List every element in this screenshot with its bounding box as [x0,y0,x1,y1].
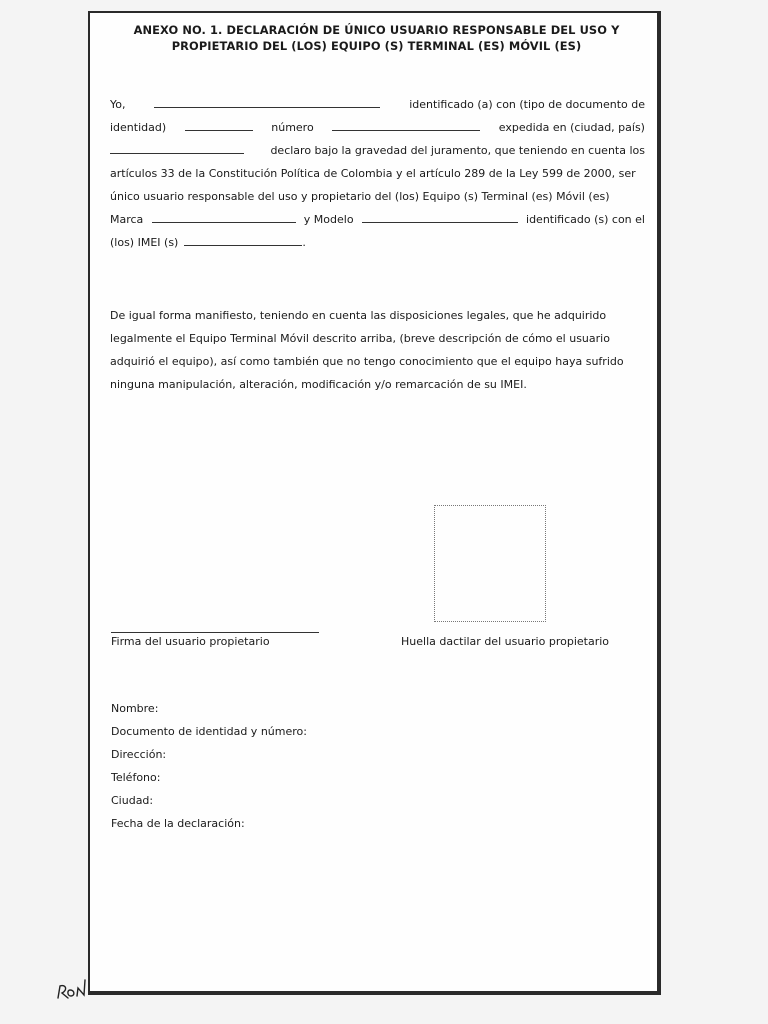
fingerprint-label: Huella dactilar del usuario propietario [401,635,610,648]
declaration-page [88,11,661,995]
paragraph-line [110,327,645,350]
acquisition-line-3: adquirió el equipo), así como también que no tengo conocimiento que el equipo haya sufrido [110,355,624,368]
unico-usuario-text: único usuario responsable del uso y propietario del (los) Equipo (s) Terminal (es) Móvil (es) [110,190,610,203]
paragraph-line [110,116,645,139]
paragraph-line [110,139,645,162]
marca-text: Marca [110,213,144,226]
paragraph-line [110,162,645,185]
paragraph-line [110,304,645,327]
model-blank [362,212,518,223]
declaro-text: declaro bajo la gravedad del juramento, que teniendo en cuenta los [270,144,645,157]
paragraph-line [110,208,645,231]
city-country-blank [110,143,244,154]
title-line-2: PROPIETARIO DEL (LOS) EQUIPO (S) TERMINAL (ES) MÓVIL (ES) [171,39,582,53]
fingerprint-box [434,505,546,622]
identificado-text: identificado (a) con (tipo de documento de [409,98,645,111]
period-text: . [302,236,306,249]
field-fecha: Fecha de la declaración: [111,817,245,830]
acquisition-line-2: legalmente el Equipo Terminal Móvil descrito arriba, (breve descripción de cómo el usuario [110,332,610,345]
paragraph-line [110,231,645,254]
document-number-blank [332,120,480,131]
brand-blank [152,212,296,223]
owner-fields [111,697,307,835]
field-ciudad: Ciudad: [111,794,154,807]
handwritten-initials [50,968,90,1002]
identidad-text: identidad) [110,121,167,134]
numero-text: número [271,121,314,134]
signature-label: Firma del usuario propietario [111,635,270,648]
name-blank [154,97,380,108]
identificado-con-text: identificado (s) con el [526,213,645,226]
yo-text: Yo, [110,98,126,111]
expedida-text: expedida en (ciudad, país) [498,121,645,134]
signature-line [111,632,319,633]
field-direccion: Dirección: [111,748,167,761]
paragraph-line [110,185,645,208]
paragraph-line [110,93,645,116]
field-telefono: Teléfono: [111,771,161,784]
acquisition-line-1: De igual forma manifiesto, teniendo en cuenta las disposiciones legales, que he adquirido [110,309,607,322]
acquisition-paragraph [110,304,645,396]
title-line-1: ANEXO NO. 1. DECLARACIÓN DE ÚNICO USUARIO RESPONSABLE DEL USO Y [133,23,620,37]
imei-blank [184,235,302,246]
imei-text: (los) IMEI (s) [110,236,179,249]
field-nombre: Nombre: [111,702,159,715]
document-type-blank [185,120,253,131]
paragraph-line [110,373,645,396]
field-documento: Documento de identidad y número: [111,725,307,738]
document-title [100,22,653,54]
modelo-text: y Modelo [303,213,354,226]
articulos-text: artículos 33 de la Constitución Política de Colombia y el artículo 289 de la Ley 599 de 2000, ser [110,167,636,180]
paragraph-line [110,350,645,373]
acquisition-line-4: ninguna manipulación, alteración, modificación y/o remarcación de su IMEI. [110,378,527,391]
declaration-paragraph [110,93,645,254]
